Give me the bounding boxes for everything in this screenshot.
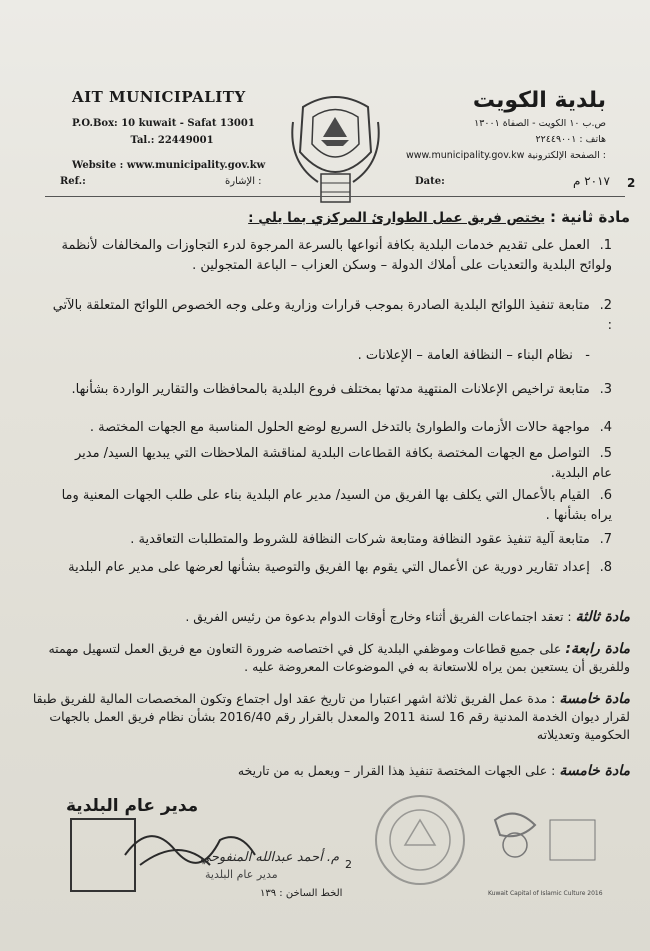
item-text: التواصل مع الجهات المختصة بكافة القطاعات البلدية لمناقشة الملاحظات التي يبديها السيد/ مدير عام البلدية. xyxy=(74,446,612,481)
bullet-dash: - xyxy=(577,348,590,363)
ref-label-ar: الإشارة : xyxy=(225,176,262,187)
page-mark: 2 xyxy=(627,176,636,190)
header-arabic xyxy=(386,88,606,161)
item-number: 6. xyxy=(599,488,612,503)
item-number: 7. xyxy=(599,532,612,547)
article-6-label: مادة خامسة xyxy=(559,763,630,779)
item-number: 5. xyxy=(599,446,612,461)
item-number: 4. xyxy=(599,420,612,435)
arabic-org-name: بلدية الكويت xyxy=(472,88,606,113)
english-pobox: P.O.Box: 10 kuwait - Safat 13001 xyxy=(72,118,255,129)
item-text: مواجهة حالات الأزمات والطوارئ بالتدخل السريع لوضع الحلول المناسبة مع الجهات المختصة . xyxy=(89,420,590,435)
article-6 xyxy=(30,762,630,780)
list-item xyxy=(52,558,612,578)
signature-scribble-icon xyxy=(120,815,260,875)
bullet-item xyxy=(358,348,590,363)
arabic-pobox: ص.ب ١٠ الكويت - الصفاة ١٣٠٠١ xyxy=(474,118,606,129)
english-tel: Tal.: 22449001 xyxy=(130,135,214,146)
list-item xyxy=(52,444,612,484)
english-website: Website : www.municipality.gov.kw xyxy=(72,160,266,171)
article-2-heading: يختص فريق عمل الطوارئ المركزي بما يلي : xyxy=(248,210,546,226)
article-2-title xyxy=(30,208,630,226)
arabic-website-url: www.municipality.gov.kw xyxy=(405,150,525,161)
arabic-website-label: الصفحة الإلكترونية : xyxy=(527,150,606,161)
item-text: متابعة تراخيص الإعلانات المنتهية مدتها بمختلف فروع البلدية بالمحافظات والتقارير الواردة بشأنها. xyxy=(71,382,590,397)
ref-label-en: Ref.: xyxy=(60,176,86,187)
item-number: 1. xyxy=(599,238,612,253)
signatory-name: م. أحمد عبدالله المنفوحي xyxy=(200,850,340,865)
item-number: 2. xyxy=(599,298,612,313)
item-text: القيام بالأعمال التي يكلف بها الفريق من السيد/ مدير عام البلدية بناء على طلب الجهات المعنية وما يراه بشأنها . xyxy=(61,488,612,523)
english-org-name: AIT MUNICIPALITY xyxy=(72,88,246,106)
article-5-text: : مدة عمل الفريق ثلاثة اشهر اعتبارا من تاريخ عقد اول اجتماع وتكون المخصصات المالية للفريق طبقا لقرار ديوان الخدمة المدنية رقم 16 لسنة 2011 والمعدل بالقرار رقم 2016/40 بشأن نظام فريق العمل بالجهات الحكومية وتعديلاته xyxy=(32,691,630,742)
hotline-text: الخط الساخن : ١٣٩ xyxy=(260,888,343,899)
list-item xyxy=(52,296,612,336)
article-5-label: مادة خامسة xyxy=(559,691,630,707)
article-5 xyxy=(30,690,630,744)
article-4 xyxy=(30,640,630,676)
arabic-website xyxy=(386,150,606,161)
item-number: 3. xyxy=(599,382,612,397)
article-6-text: : على الجهات المختصة تنفيذ هذا القرار – ويعمل به من تاريخه xyxy=(237,763,556,778)
article-4-label: مادة رابعة: xyxy=(565,641,630,657)
list-item xyxy=(52,530,612,550)
list-item xyxy=(52,236,612,276)
list-item xyxy=(52,418,612,438)
item-text: إعداد تقارير دورية عن الأعمال التي يقوم بها الفريق والتوصية بشأنها لعرضها على مدير عام البلدية xyxy=(68,560,590,575)
arabic-tel: هاتف : ٢٢٤٤٩٠٠١ xyxy=(535,134,606,145)
footer-page-number: 2 xyxy=(345,858,352,871)
list-item xyxy=(52,380,612,400)
header-english xyxy=(72,88,272,171)
list-item xyxy=(52,486,612,526)
signatory-role: مدير عام البلدية xyxy=(205,868,278,881)
municipality-seal-icon xyxy=(370,790,470,890)
article-3-label: مادة ثالثة xyxy=(575,609,630,625)
article-2-label: مادة ثانية : xyxy=(549,208,630,226)
capital-caption: Kuwait Capital of Islamic Culture 2016 xyxy=(488,890,603,897)
article-4-text: على جميع قطاعات وموظفي البلدية كل في اختصاصه ضرورة التعاون مع فريق العمل لتسهيل مهمته وللفريق أن يستعين بمن يراه للاستعانة به في الموضوعات المعروضة عليه . xyxy=(48,641,630,674)
article-3-text: : تعقد اجتماعات الفريق أثناء وخارج أوقات الدوام بدعوة من رئيس الفريق . xyxy=(185,609,572,624)
article-3 xyxy=(30,608,630,626)
header-divider xyxy=(45,196,625,197)
date-value-ar: ٢٠١٧ م xyxy=(572,174,610,188)
date-label-en: Date: xyxy=(415,176,445,187)
item-number: 8. xyxy=(599,560,612,575)
bullet-text: نظام البناء – النظافة العامة – الإعلانات . xyxy=(357,348,573,363)
kuwait-emblem-icon xyxy=(283,82,388,207)
item-text: العمل على تقديم خدمات البلدية بكافة أنواعها بالسرعة المرجوة لدرء التجاوزات والمخالفات لأنظمة ولوائح البلدية والتعديات على أملاك الدولة – وسكن العزاب – الباعة المتجولين . xyxy=(61,238,612,273)
item-text: متابعة تنفيذ اللوائح البلدية الصادرة بموجب قرارات وزارية وعلى وجه الخصوص اللوائح المتعلقة بالآتي : xyxy=(52,298,612,333)
item-text: متابعة آلية تنفيذ عقود النظافة ومتابعة شركات النظافة للشروط والمتطلبات التعاقدية . xyxy=(130,532,590,547)
islamic-culture-capital-logo-icon xyxy=(475,800,605,880)
signature-title: مدير عام البلدية xyxy=(66,796,199,816)
